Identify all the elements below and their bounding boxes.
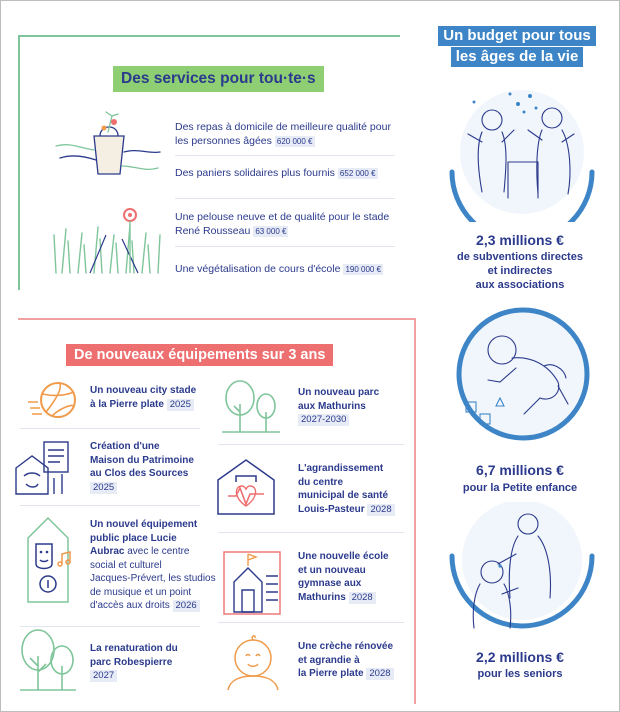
budget-desc-associations: de subventions directes et indirectes aux associations (457, 251, 583, 291)
budget-title-line2: les âges de la vie (451, 47, 584, 67)
separator (218, 444, 404, 445)
separator (218, 622, 404, 623)
year-badge: 2028 (366, 668, 393, 680)
separator (218, 532, 404, 533)
budget-amount-seniors: 2,2 millions € (476, 649, 564, 665)
equipement-centre-sante: L'agrandissement du centre municipal de santé Louis-Pasteur 2028 (298, 462, 408, 516)
equipement-ecole-gymnase: Une nouvelle école et un nouveau gymnase aux Mathurins 2028 (298, 551, 389, 603)
health-center-icon (214, 456, 280, 518)
service-amount: 652 000 € (339, 169, 376, 178)
associations-illustration (438, 82, 606, 222)
equipements-title: De nouveaux équipements sur 3 ans (66, 344, 333, 366)
equipement-maison-patrimoine: Création d'une Maison du Patrimoine au Clos des Sources 2025 (90, 441, 194, 493)
separator (20, 428, 200, 429)
budget-title (428, 26, 606, 68)
budget-amount-petite-enfance: 6,7 millions € (476, 462, 564, 478)
year-badge: 2028 (349, 592, 376, 604)
tree-icon (16, 626, 78, 692)
year-badge: 2026 (173, 600, 200, 612)
service-item-baskets: Des paniers solidaires plus fournis 652 000 € (175, 167, 376, 179)
meal-basket-icon (50, 108, 165, 188)
year-badge: 2027-2030 (298, 414, 349, 426)
service-amount: 190 000 € (345, 265, 382, 274)
equipement-lucie-aubrac: Un nouvel équipement public place Lucie Aubrac avec le centre social et culturel Jacques-Prévert, les studios de musique et un point d'accès aux droits 2026 (90, 519, 216, 611)
petite-enfance-illustration (440, 302, 606, 452)
services-frame-top (18, 35, 400, 37)
service-item-greening: Une végétalisation de cours d'école 190 000 € (175, 263, 382, 275)
separator (20, 505, 200, 506)
year-badge: 2028 (367, 504, 394, 516)
school-icon (222, 546, 284, 618)
separator (175, 198, 395, 199)
heritage-house-icon (14, 438, 74, 498)
equipement-creche: Une crèche rénovée et agrandie à la Pierre plate 2028 (298, 641, 394, 679)
year-badge: 2027 (90, 670, 117, 682)
services-frame-left (18, 35, 20, 290)
budget-amount-associations: 2,3 millions € (476, 232, 564, 248)
service-item-lawn: Une pelouse neuve et de qualité pour le stade René Rousseau 63 000 € (175, 211, 390, 237)
equipement-parc-mathurins: Un nouveau parc aux Mathurins 2027-2030 (298, 387, 380, 425)
services-title: Des services pour tou·te·s (113, 66, 324, 92)
basketball-icon (26, 378, 78, 424)
year-badge: 2025 (90, 482, 117, 494)
theater-music-icon (24, 514, 80, 606)
separator (20, 626, 200, 627)
park-tree-icon (218, 378, 282, 436)
equipement-parc-robespierre: La renaturation du parc Robespierre 2027 (90, 643, 178, 681)
seniors-illustration (438, 502, 606, 644)
flower-grass-icon (50, 205, 165, 275)
service-amount: 63 000 € (255, 227, 287, 236)
separator (175, 155, 395, 156)
budget-title-line1: Un budget pour tous (438, 26, 595, 46)
service-amount: 620 000 € (276, 137, 313, 146)
separator (175, 246, 395, 247)
budget-desc-seniors: pour les seniors (477, 668, 563, 680)
budget-desc-petite-enfance: pour la Petite enfance (462, 482, 578, 494)
equipements-frame-top (18, 318, 416, 320)
service-item-meals: Des repas à domicile de meilleure qualité pour les personnes âgées 620 000 € (175, 121, 391, 147)
equipement-city-stade: Un nouveau city stade à la Pierre plate 2025 (90, 385, 197, 410)
year-badge: 2025 (167, 399, 194, 411)
equipements-frame-right (414, 318, 416, 704)
nursery-baby-icon (222, 632, 284, 692)
